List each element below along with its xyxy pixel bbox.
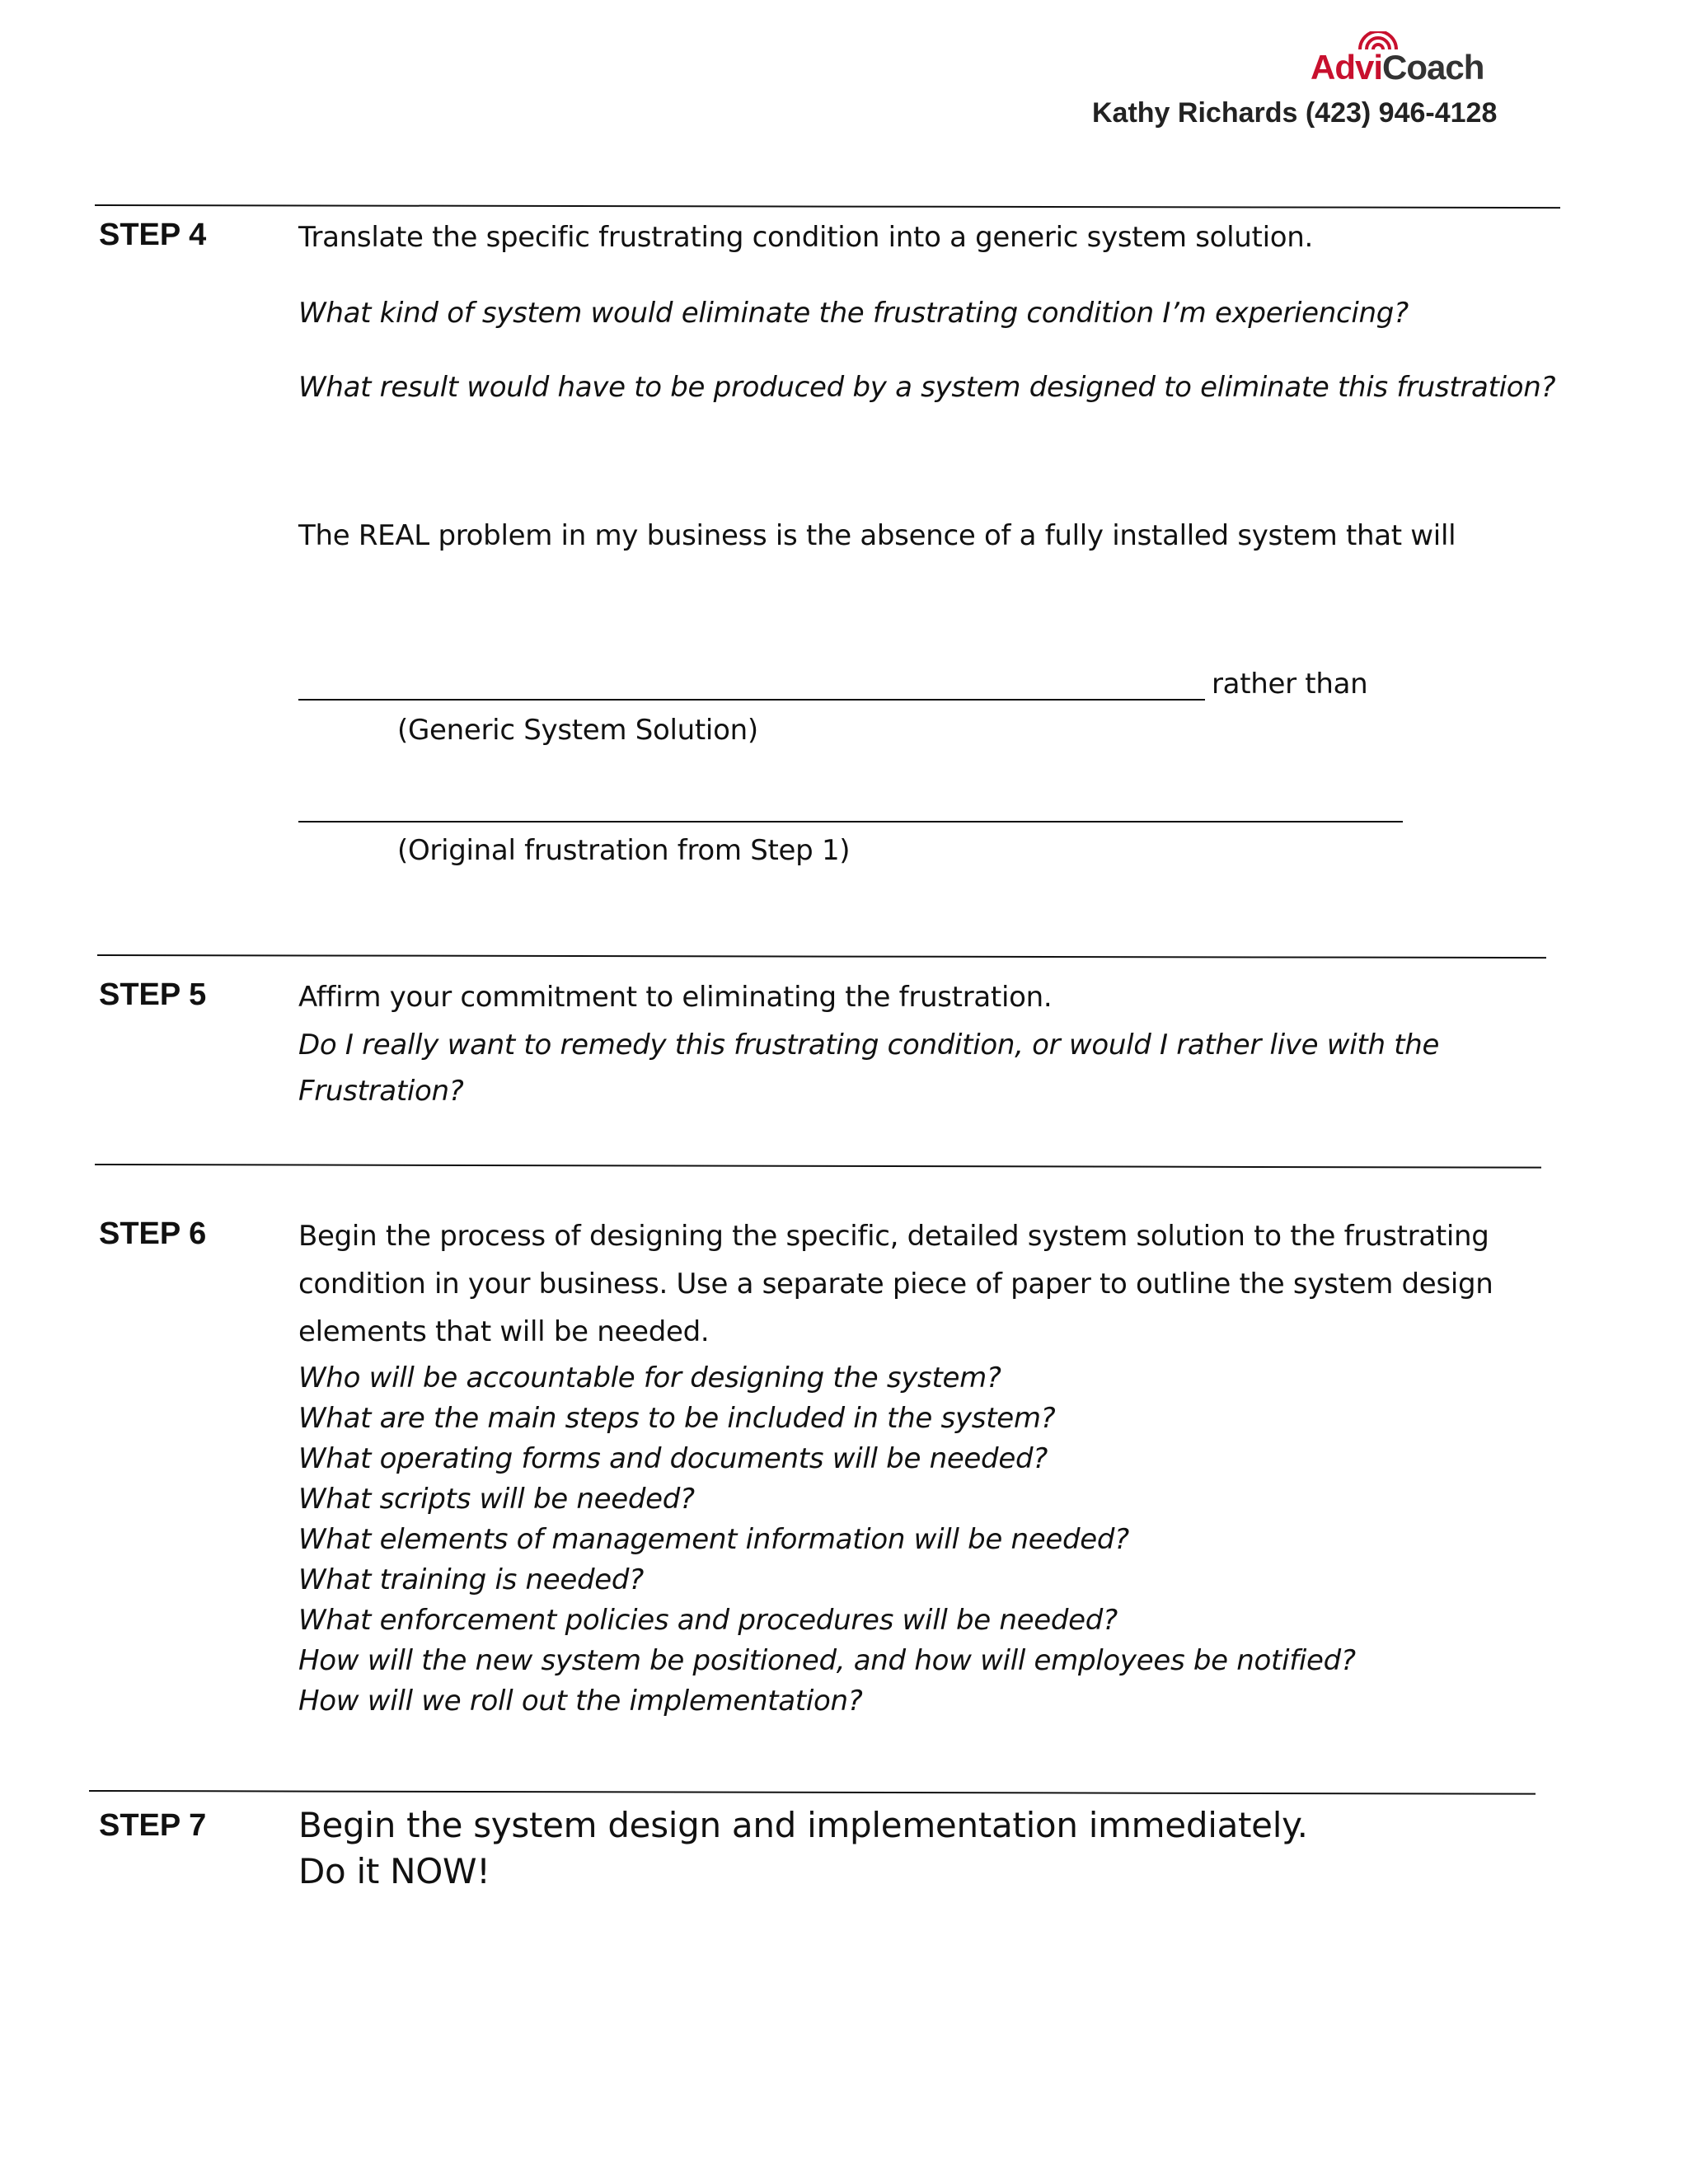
step-4-statement: The REAL problem in my business is the absence of a fully installed system that will (298, 519, 1456, 552)
logo-coach-text: Coach (1382, 48, 1484, 87)
step-6-question: What scripts will be needed? (298, 1483, 695, 1516)
step-6-question: What enforcement policies and procedures will be needed? (298, 1604, 1118, 1637)
step-6-question: How will we roll out the implementation? (298, 1685, 863, 1718)
step-6-paragraph-line: condition in your business. Use a separate piece of paper to outline the system design (298, 1268, 1493, 1301)
generic-solution-blank[interactable] (298, 699, 1205, 701)
step-6-question: What elements of management information will be needed? (298, 1523, 1129, 1556)
step-6-question: What operating forms and documents will be needed? (298, 1442, 1048, 1475)
original-frustration-blank[interactable] (298, 821, 1403, 823)
logo-advi-text: Advi (1311, 48, 1383, 87)
rather-than-text: rather than (1212, 668, 1368, 701)
step-6-question: What are the main steps to be included in the system? (298, 1402, 1056, 1435)
step-5-instruction: Affirm your commitment to eliminating the frustration. (298, 981, 1053, 1014)
section-divider (89, 1790, 1536, 1795)
step-4-question-2: What result would have to be produced by a system designed to eliminate this frustration? (298, 371, 1556, 404)
section-divider (97, 954, 1546, 958)
step-7-line-2: Do it NOW! (298, 1851, 490, 1891)
step-7-label: STEP 7 (99, 1808, 207, 1843)
step-5-question-line-1: Do I really want to remedy this frustrating condition, or would I rather live with the (298, 1029, 1440, 1062)
original-frustration-caption: (Original frustration from Step 1) (397, 834, 851, 867)
contact-info: Kathy Richards (423) 946-4128 (1092, 97, 1498, 129)
generic-solution-caption: (Generic System Solution) (397, 714, 758, 747)
section-divider (95, 204, 1560, 209)
step-4-label: STEP 4 (99, 218, 207, 252)
step-6-question: Who will be accountable for designing the system? (298, 1361, 1001, 1394)
step-4-question-1: What kind of system would eliminate the frustrating condition I’m experiencing? (298, 297, 1409, 330)
step-5-question-line-2: Frustration? (298, 1075, 464, 1108)
step-6-question: How will the new system be positioned, and how will employees be notified? (298, 1644, 1356, 1677)
step-6-paragraph-line: elements that will be needed. (298, 1315, 710, 1348)
logo-wordmark (1311, 48, 1484, 87)
advicoach-logo (1311, 31, 1484, 89)
step-6-paragraph-line: Begin the process of designing the specific, detailed system solution to the frustrating (298, 1220, 1489, 1253)
step-5-label: STEP 5 (99, 977, 207, 1012)
step-7-line-1: Begin the system design and implementation immediately. (298, 1805, 1308, 1845)
step-6-label: STEP 6 (99, 1216, 207, 1251)
step-6-question: What training is needed? (298, 1563, 644, 1596)
step-4-instruction: Translate the specific frustrating condition into a generic system solution. (298, 221, 1313, 254)
section-divider (95, 1164, 1541, 1169)
